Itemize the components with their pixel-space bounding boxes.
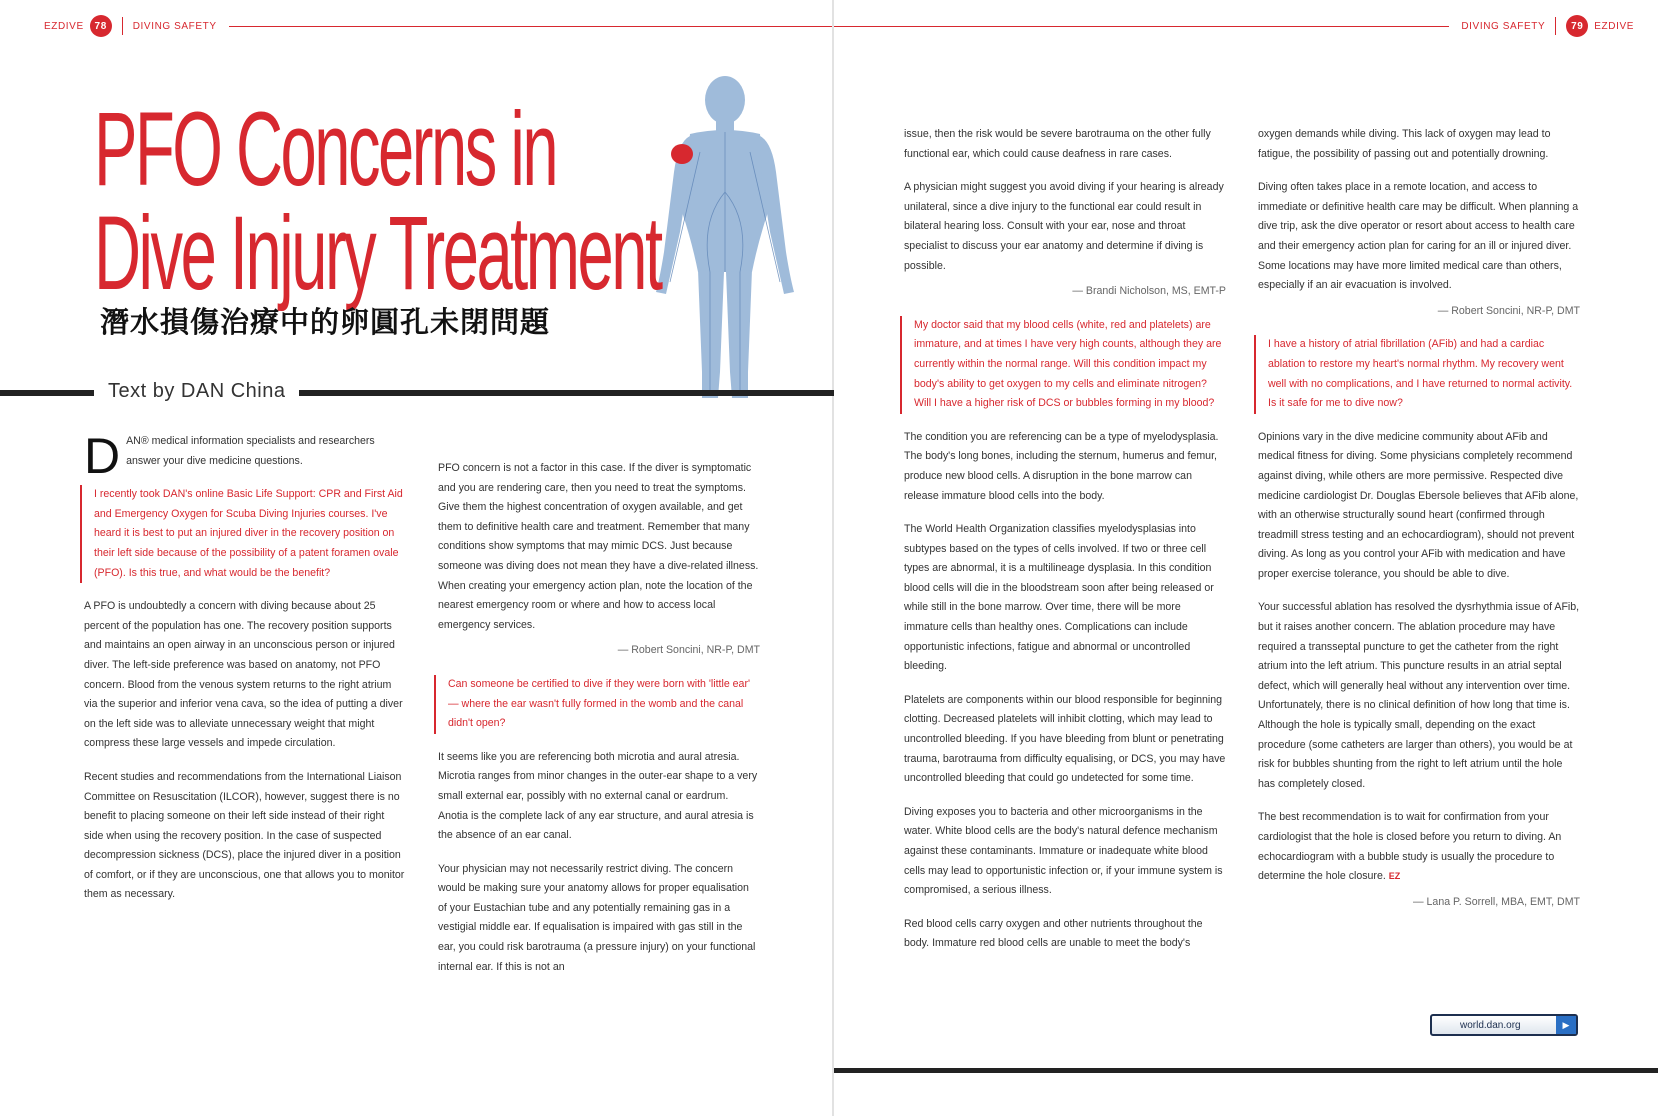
answer-paragraph: PFO concern is not a factor in this case. If the diver is symptomatic and you are rendering care, then you need to treat the symptoms. Give them the highest concentration of oxygen available, and get them to definitive health care and treatment. Remember that many conditions show symptoms that may mimic DCS. Just because someone was diving does not mean they have a dive-related illness. When creating your emergency action plan, note the location of the nearest emergency room or where and how to access local emergency services.	[438, 462, 759, 631]
intro-text: AN® medical information specialists and researchers answer your dive medicine questions.	[126, 435, 375, 467]
article-title	[94, 91, 661, 312]
answer-paragraph: The condition you are referencing can be a type of myelodysplasia. The body's long bones, including the sternum, humerus and femur, produce new blood cells. A disruption in the bone marrow can release immature blood cells into the body.	[904, 430, 1219, 502]
column-4	[1258, 125, 1580, 926]
chinese-title: 潛水損傷治療中的卵圓孔未閉問題	[100, 305, 551, 339]
answer-paragraph: The best recommendation is to wait for confirmation from your cardiologist that the hole is closed before you return to diving. An echocardiogram with a bubble study is usually the procedure to determine the hole closure.	[1258, 811, 1562, 883]
answer-paragraph: issue, then the risk would be severe barotrauma on the other fully functional ear, which could cause deafness in rare cases.	[904, 128, 1211, 160]
column-3	[904, 125, 1226, 968]
brand-label: EZDIVE	[1594, 20, 1634, 32]
answer-paragraph: It seems like you are referencing both microtia and aural atresia. Microtia ranges from minor changes in the outer-ear shape to a very small external ear, possibly with no external canal or eardrum. Anotia is the complete lack of any ear structure, and aural atresia is the absence of an ear canal.	[438, 750, 758, 842]
answer-paragraph: Red blood cells carry oxygen and other nutrients throughout the body. Immature red blood cells are unable to meet the body's	[904, 917, 1203, 950]
author-signature: — Robert Soncini, NR-P, DMT	[617, 644, 760, 657]
answer-paragraph: Opinions vary in the dive medicine community about AFib and medical fitness for diving. Some physicians completely recommend against diving, while others are more permissive. Respected dive medicine cardiologist Dr. Douglas Ebersole believes that AFib alone, with an otherwise structurally sound heart (confirmed through treadmill stress testing and an echocardiogram), should not prevent diving. As long as you control your AFib with medication and have proper exercise tolerance, you should be able to dive.	[1258, 430, 1579, 580]
answer-paragraph: Diving exposes you to bacteria and other microorganisms in the water. White blood cells are the body's natural defence mechanism against these contaminants. Immature or inadequate white blood cells may lead to opportunistic infection or, if your immune system is compromised, a serious illness.	[904, 805, 1223, 897]
website-link-badge[interactable]	[1430, 1014, 1578, 1036]
question-3: My doctor said that my blood cells (white, red and platelets) are immature, and at times I have very high counts, although they are currently within the normal range. Will this condition impact my body's ability to get oxygen to my cells and eliminate nitrogen? Will I have a higher risk of DCS or bubbles forming in my blood?	[900, 316, 1226, 414]
section-label: DIVING SAFETY	[132, 20, 217, 32]
brand-label: EZDIVE	[44, 20, 84, 32]
question-1: I recently took DAN's online Basic Life Support: CPR and First Aid and Emergency Oxygen for Scuba Diving Injuries courses. I've heard it is best to put an injured diver in the recovery position on their left side because of the possibility of a patent foramen ovale (PFO). Is this true, and what would be the benefit?	[80, 485, 406, 583]
answer-paragraph: A PFO is undoubtedly a concern with diving because about 25 percent of the population has one. The recovery position supports and maintains an open airway in an unconscious person or injured diver. The left-side preference was based on anatomy, not PFO concern. Blood from the venous system returns to the right atrium via the superior and inferior vena cava, so the idea of putting a diver on the left side was to alleviate unnecessary weight that might compress these large vessels and impede circulation.	[84, 600, 403, 750]
question-2: Can someone be certified to dive if they were born with 'little ear' — where the ear wasn't fully formed in the womb and the canal didn't open?	[434, 675, 760, 734]
heart-icon	[671, 144, 693, 164]
column-2	[438, 459, 760, 991]
header-rule	[834, 26, 1449, 27]
byline: Text by DAN China	[94, 380, 299, 403]
bottom-rule	[834, 1068, 1658, 1073]
answer-paragraph: Platelets are components within our blood responsible for beginning clotting. Decreased platelets will inhibit clotting, which may lead to uncontrolled bleeding. If you have bleeding from blunt or penetrating trauma, barotrauma from difficulty equalising, or DCS, you may have uncontrolled bleeding that could go undetected for some time.	[904, 693, 1226, 785]
answer-paragraph: The World Health Organization classifies myelodysplasias into subtypes based on the types of cells involved. If two or three cell types are abnormal, it is a multilineage dysplasia. In this condition blood cells will die in the bloodstream soon after being released or while still in the bone marrow. Over time, there will be more immature cells than healthy ones. Complications can include opportunistic infections, fatigue and abnormal or uncontrolled bleeding.	[904, 523, 1214, 673]
website-url: world.dan.org	[1460, 1019, 1521, 1031]
human-body-figure	[640, 72, 810, 402]
right-page	[834, 0, 1658, 1116]
title-line-2: Dive Injury Treatment	[94, 195, 661, 312]
answer-paragraph: Your physician may not necessarily restrict diving. The concern would be making sure your anatomy allows for proper equalisation of your Eustachian tube and any potentially remaining gas in a vestigial middle ear. If equalisation is impaired with gas still in the ear, you could risk barotrauma (a pressure injury) on your functional internal ear. If this is not an	[438, 862, 756, 973]
answer-paragraph: Recent studies and recommendations from the International Liaison Committee on Resuscitation (ILCOR), however, suggest there is no benefit to placing someone on their left side instead of their right side when using the recovery position. In the case of suspected decompression sickness (DCS), place the injured diver in a position of comfort, or if they are unconscious, one that allows you to monitor them as necessary.	[84, 770, 405, 901]
page-number: 79	[1566, 15, 1588, 37]
question-4: I have a history of atrial fibrillation (AFib) and had a cardiac ablation to restore my heart's normal rhythm. My recovery went well with no complications, and I have returned to normal activity. Is it safe for me to dive now?	[1254, 335, 1580, 413]
author-signature: — Brandi Nicholson, MS, EMT-P	[1072, 285, 1226, 298]
end-mark: EZ	[1388, 871, 1401, 882]
play-arrow-icon: ▶	[1556, 1016, 1576, 1034]
page-number: 78	[90, 15, 112, 37]
answer-paragraph: A physician might suggest you avoid diving if your hearing is already unilateral, since a dive injury to the functional ear could result in bilateral hearing loss. Consult with your ear, nose and throat specialist to discuss your ear anatomy and determine if diving is possible.	[904, 181, 1224, 272]
drop-cap: D	[84, 428, 121, 484]
header-right	[834, 14, 1634, 38]
author-signature: — Lana P. Sorrell, MBA, EMT, DMT	[1413, 895, 1580, 908]
column-1	[84, 428, 406, 919]
author-signature: — Robert Soncini, NR-P, DMT	[1437, 304, 1580, 317]
answer-paragraph: Diving often takes place in a remote location, and access to immediate or definitive health care may be difficult. When planning a dive trip, ask the dive operator or resort about access to health care and their emergency action plan for caring for an ill or injured diver. Some locations may have more limited medical care than others, especially if an air evacuation is involved.	[1258, 181, 1579, 292]
header-rule	[229, 26, 834, 27]
title-line-1: PFO Concerns in	[94, 91, 557, 208]
answer-paragraph: Your successful ablation has resolved the dysrhythmia issue of AFib, but it raises another concern. The ablation procedure may have required a transseptal puncture to get the catheter from the right atrium into the left atrium. This puncture results in an atrial septal defect, which will generally heal without any intervention over time. Unfortunately, there is no clinical definition of how long that time is. Although the hole is typically small, depending on the exact procedure (some catheters are larger than others), you would be at risk for bubbles shunting from the right to left atrium until the hole has completely closed.	[1258, 601, 1580, 790]
header-left	[44, 14, 834, 38]
answer-paragraph: oxygen demands while diving. This lack of oxygen may lead to fatigue, the possibility of passing out and potentially drowning.	[1258, 128, 1551, 160]
section-label: DIVING SAFETY	[1461, 20, 1546, 32]
